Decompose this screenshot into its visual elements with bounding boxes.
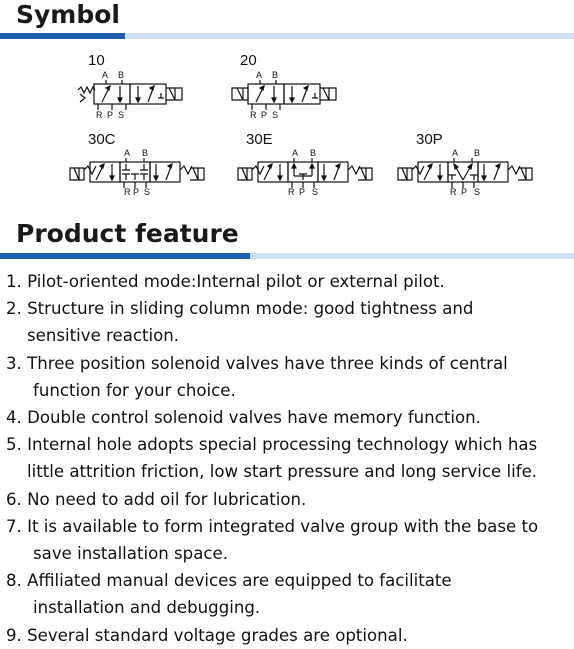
svg-text:B: B (118, 70, 125, 80)
feature-line: 4. Double control solenoid valves have memory function. (6, 408, 481, 428)
feature-line: 5. Internal hole adopts special processing technology which has (6, 435, 538, 455)
symbol-heading: Symbol (16, 0, 120, 29)
feature-line-continued: little attrition friction, low start pressure and long service life. (27, 462, 538, 482)
svg-text:B: B (310, 148, 317, 158)
feature-line: 8. Affiliated manual devices are equipped to facilitate (6, 571, 452, 591)
svg-text:B: B (474, 148, 481, 158)
valve-symbol-20 (228, 66, 348, 118)
feature-item-8 (6, 567, 574, 621)
symbol-code-30p: 30P (416, 131, 443, 148)
svg-text:R: R (124, 187, 131, 197)
svg-text:S: S (474, 187, 481, 197)
feature-item-7 (6, 513, 574, 567)
symbol-code-20: 20 (240, 52, 257, 69)
svg-text:P: P (107, 110, 114, 120)
svg-text:B: B (142, 148, 149, 158)
symbol-code-10: 10 (88, 52, 105, 69)
valve-symbol-30p (396, 146, 536, 196)
feature-line: 3. Three position solenoid valves have three kinds of central (6, 353, 508, 373)
feature-line-continued: function for your choice. (33, 380, 236, 400)
feature-item-2 (6, 295, 574, 349)
feature-item-1 (6, 268, 574, 295)
feature-line-continued: save installation space. (33, 544, 228, 564)
symbol-code-30e: 30E (246, 131, 273, 148)
feature-line: 9. Several standard voltage grades are optional. (6, 625, 408, 645)
svg-text:A: A (292, 148, 299, 158)
svg-text:S: S (272, 110, 279, 120)
feature-item-5 (6, 431, 574, 485)
svg-text:A: A (124, 148, 131, 158)
product-feature-heading: Product feature (16, 219, 239, 248)
feature-line-continued: sensitive reaction. (27, 326, 180, 346)
feature-item-4 (6, 404, 574, 431)
feature-item-3 (6, 350, 574, 404)
svg-text:S: S (144, 187, 151, 197)
svg-text:P: P (461, 187, 468, 197)
product-feature-heading-rule (0, 253, 574, 259)
svg-text:A: A (256, 70, 263, 80)
svg-text:P: P (261, 110, 268, 120)
valve-symbol-10 (76, 66, 186, 118)
feature-item-9 (6, 622, 574, 649)
svg-text:R: R (250, 110, 257, 120)
symbol-heading-rule (0, 33, 574, 39)
feature-line: 2. Structure in sliding column mode: good tightness and (6, 299, 474, 319)
svg-text:A: A (452, 148, 459, 158)
valve-symbol-30c (68, 146, 208, 196)
symbol-code-30c: 30C (88, 131, 116, 148)
svg-text:S: S (118, 110, 125, 120)
svg-text:R: R (450, 187, 457, 197)
valve-symbol-30e (236, 146, 376, 196)
feature-line-continued: installation and debugging. (33, 598, 261, 618)
svg-text:R: R (288, 187, 295, 197)
feature-item-6 (6, 486, 574, 513)
feature-line: 1. Pilot-oriented mode:Internal pilot or external pilot. (6, 272, 445, 291)
svg-text:A: A (102, 70, 109, 80)
svg-text:P: P (299, 187, 306, 197)
svg-text:S: S (312, 187, 319, 197)
svg-text:B: B (272, 70, 279, 80)
svg-text:P: P (133, 187, 140, 197)
svg-text:R: R (96, 110, 103, 120)
feature-list (6, 268, 574, 649)
feature-line: 6. No need to add oil for lubrication. (6, 489, 307, 509)
feature-line: 7. It is available to form integrated valve group with the base to (6, 516, 539, 536)
